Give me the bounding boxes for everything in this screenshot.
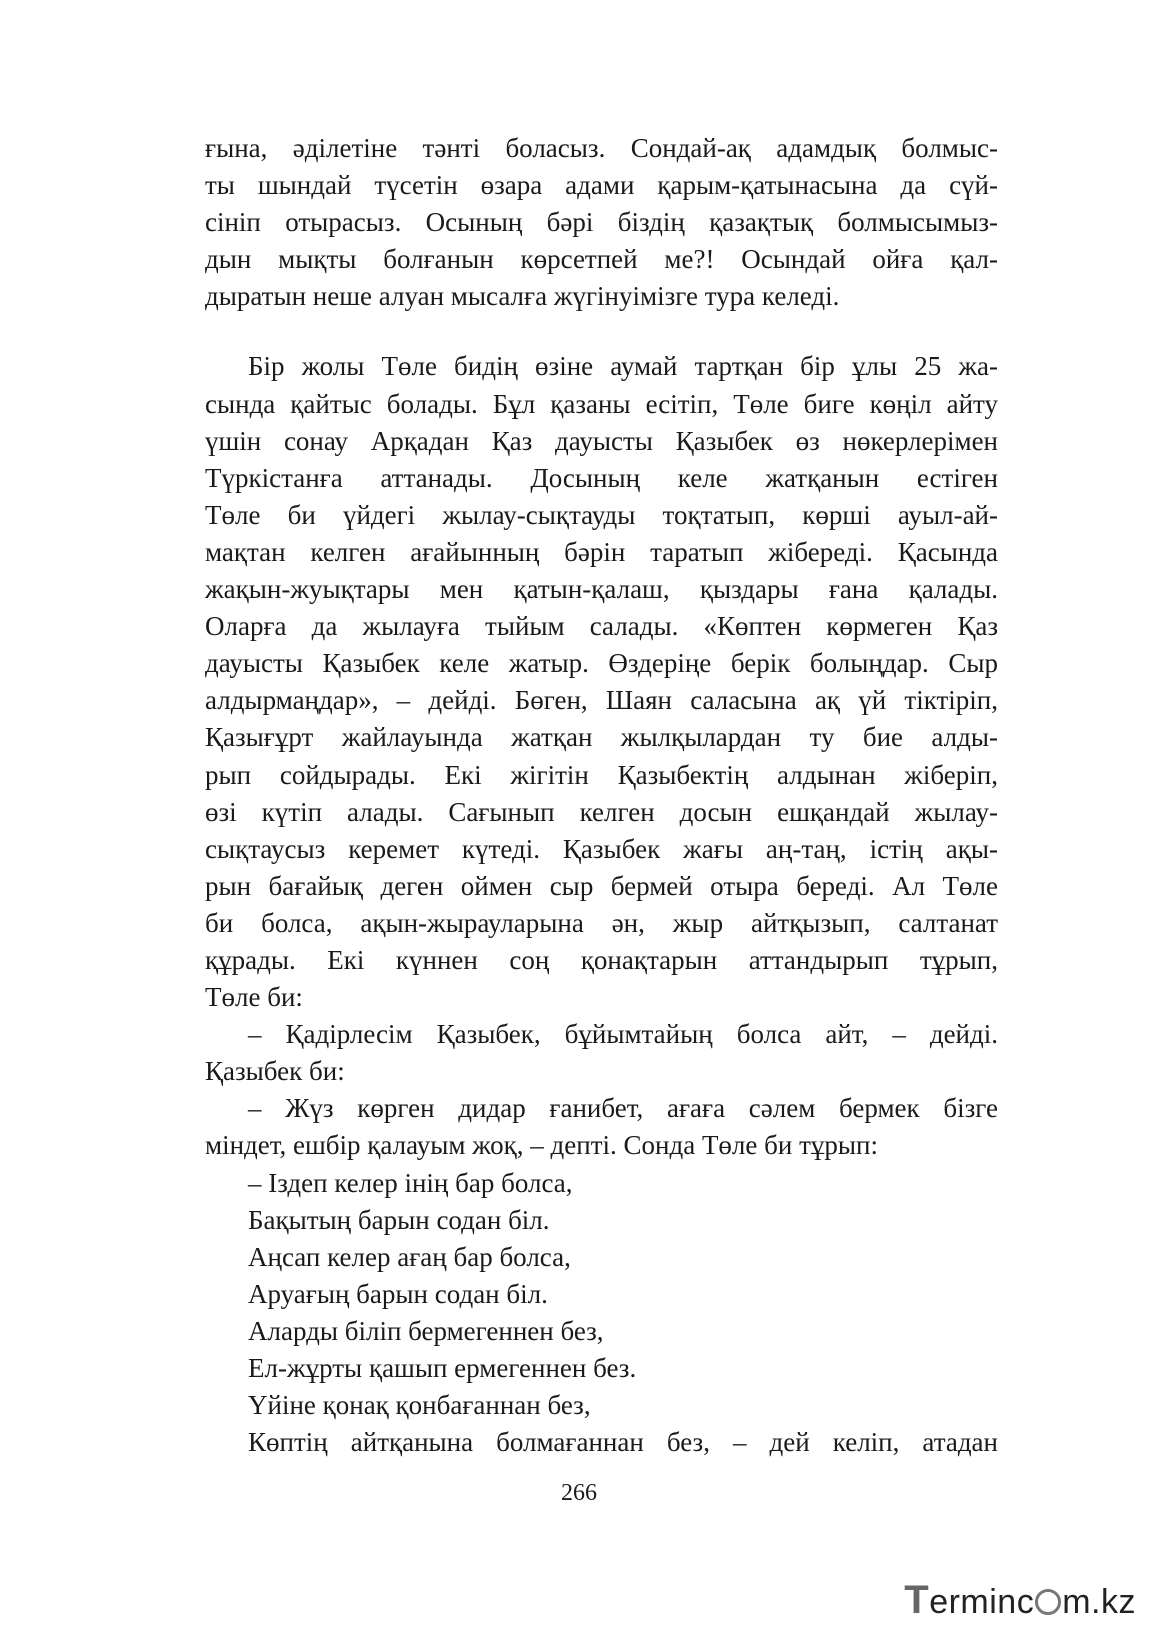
- text-line: алдырмаңдар», – дейді. Бөген, Шаян саласына ақ үй тіктіріп,: [205, 685, 998, 716]
- paragraph-spacer: [205, 315, 998, 348]
- text-line: жақын-жуықтары мен қатын-қалаш, қыздары ғана қалады.: [205, 574, 998, 605]
- text-line: би болса, ақын-жырауларына ән, жыр айтқызып, салтанат: [205, 907, 998, 938]
- watermark-ring-icon: [1035, 1589, 1061, 1615]
- text-line: ты шындай түсетін өзара адами қарым-қатынасына да сүй-: [205, 170, 998, 201]
- verse-line: Аларды біліп бермегеннен без,: [248, 1315, 604, 1346]
- verse-line: Бақытың барын содан біл.: [248, 1204, 550, 1235]
- verse-line: Үйіне қонақ қонбағаннан без,: [248, 1390, 591, 1421]
- verse-block: [205, 1165, 998, 1462]
- text-line: Түркістанға аттанады. Досының келе жатқанын естіген: [205, 462, 998, 493]
- dialogue-2: [205, 1090, 998, 1164]
- text-line: өзі күтіп алады. Сағынып келген досын ешқандай жылау-: [205, 796, 998, 827]
- text-line: – Жүз көрген дидар ғанибет, ағаға сәлем бермек бізге: [248, 1093, 998, 1124]
- text-line: дыратын неше алуан мысалға жүгінуімізге тура келеді.: [205, 281, 840, 312]
- text-line: сініп отырасыз. Осының бәрі біздің қазақтық болмысымыз-: [205, 207, 998, 238]
- verse-line: Ел-жұрты қашып ермегеннен без.: [248, 1353, 637, 1383]
- text-line: рын бағайық деген оймен сыр бермей отыра береді. Ал Төле: [205, 870, 998, 901]
- text-line: міндет, ешбір қалауым жоқ, – депті. Сонда Төле би тұрып:: [205, 1130, 878, 1161]
- text-line: – Қадірлесім Қазыбек, бұйымтайың болса айт, – дейді.: [248, 1019, 998, 1050]
- text-line: Қазығұрт жайлауында жатқан жылқылардан ту бие алды-: [205, 722, 998, 753]
- verse-line: Аңсап келер ағаң бар болса,: [248, 1241, 571, 1272]
- paragraph-2: [205, 348, 998, 1016]
- text-line: мақтан келген ағайынның бәрін таратып жібереді. Қасында: [205, 536, 998, 567]
- page-number: 266: [561, 1480, 597, 1506]
- text-line: Қазыбек би:: [205, 1056, 345, 1087]
- verse-line: – Іздеп келер інің бар болса,: [248, 1167, 573, 1198]
- text-line: үшін сонау Арқадан Қаз дауысты Қазыбек өз нөкерлерімен: [205, 425, 998, 456]
- text-line: дауысты Қазыбек келе жатыр. Өздеріңе берік болыңдар. Сыр: [205, 648, 998, 679]
- text-line: дын мықты болғанын көрсетпей ме?! Осындай ойға қал-: [205, 244, 998, 275]
- text-line: ғына, әділетіне тәнті боласыз. Сондай-ақ адамдық болмыс-: [205, 133, 998, 163]
- watermark-initial: T: [904, 1578, 930, 1622]
- verse-line: Аруағың барын содан біл.: [248, 1278, 548, 1309]
- site-watermark: [904, 1578, 1136, 1623]
- page-text: [205, 130, 998, 1461]
- watermark-text-a: erminc: [929, 1583, 1035, 1621]
- text-line: Оларға да жылауға тыйым салады. «Көптен көрмеген Қаз: [205, 611, 998, 642]
- verse-line: Көптің айтқанына болмағаннан без, – дей келіп, атадан: [248, 1427, 998, 1458]
- paragraph-1: [205, 130, 998, 315]
- watermark-text-b: m.kz: [1062, 1583, 1136, 1621]
- text-line: Бір жолы Төле бидің өзіне аумай тартқан бір ұлы 25 жа-: [248, 351, 998, 382]
- dialogue-1: [205, 1016, 998, 1090]
- text-line: рып сойдырады. Екі жігітін Қазыбектің алдынан жіберіп,: [205, 759, 998, 790]
- text-line: сында қайтыс болады. Бұл қазаны есітіп, Төле биге көңіл айту: [205, 388, 998, 419]
- text-line: құрады. Екі күннен соң қонақтарын аттандырып тұрып,: [205, 944, 998, 975]
- text-line: сықтаусыз керемет күтеді. Қазыбек жағы аң-таң, істің ақы-: [205, 833, 998, 864]
- text-line: Төле би үйдегі жылау-сықтауды тоқтатып, көрші ауыл-ай-: [205, 499, 998, 530]
- text-line: Төле би:: [205, 982, 303, 1013]
